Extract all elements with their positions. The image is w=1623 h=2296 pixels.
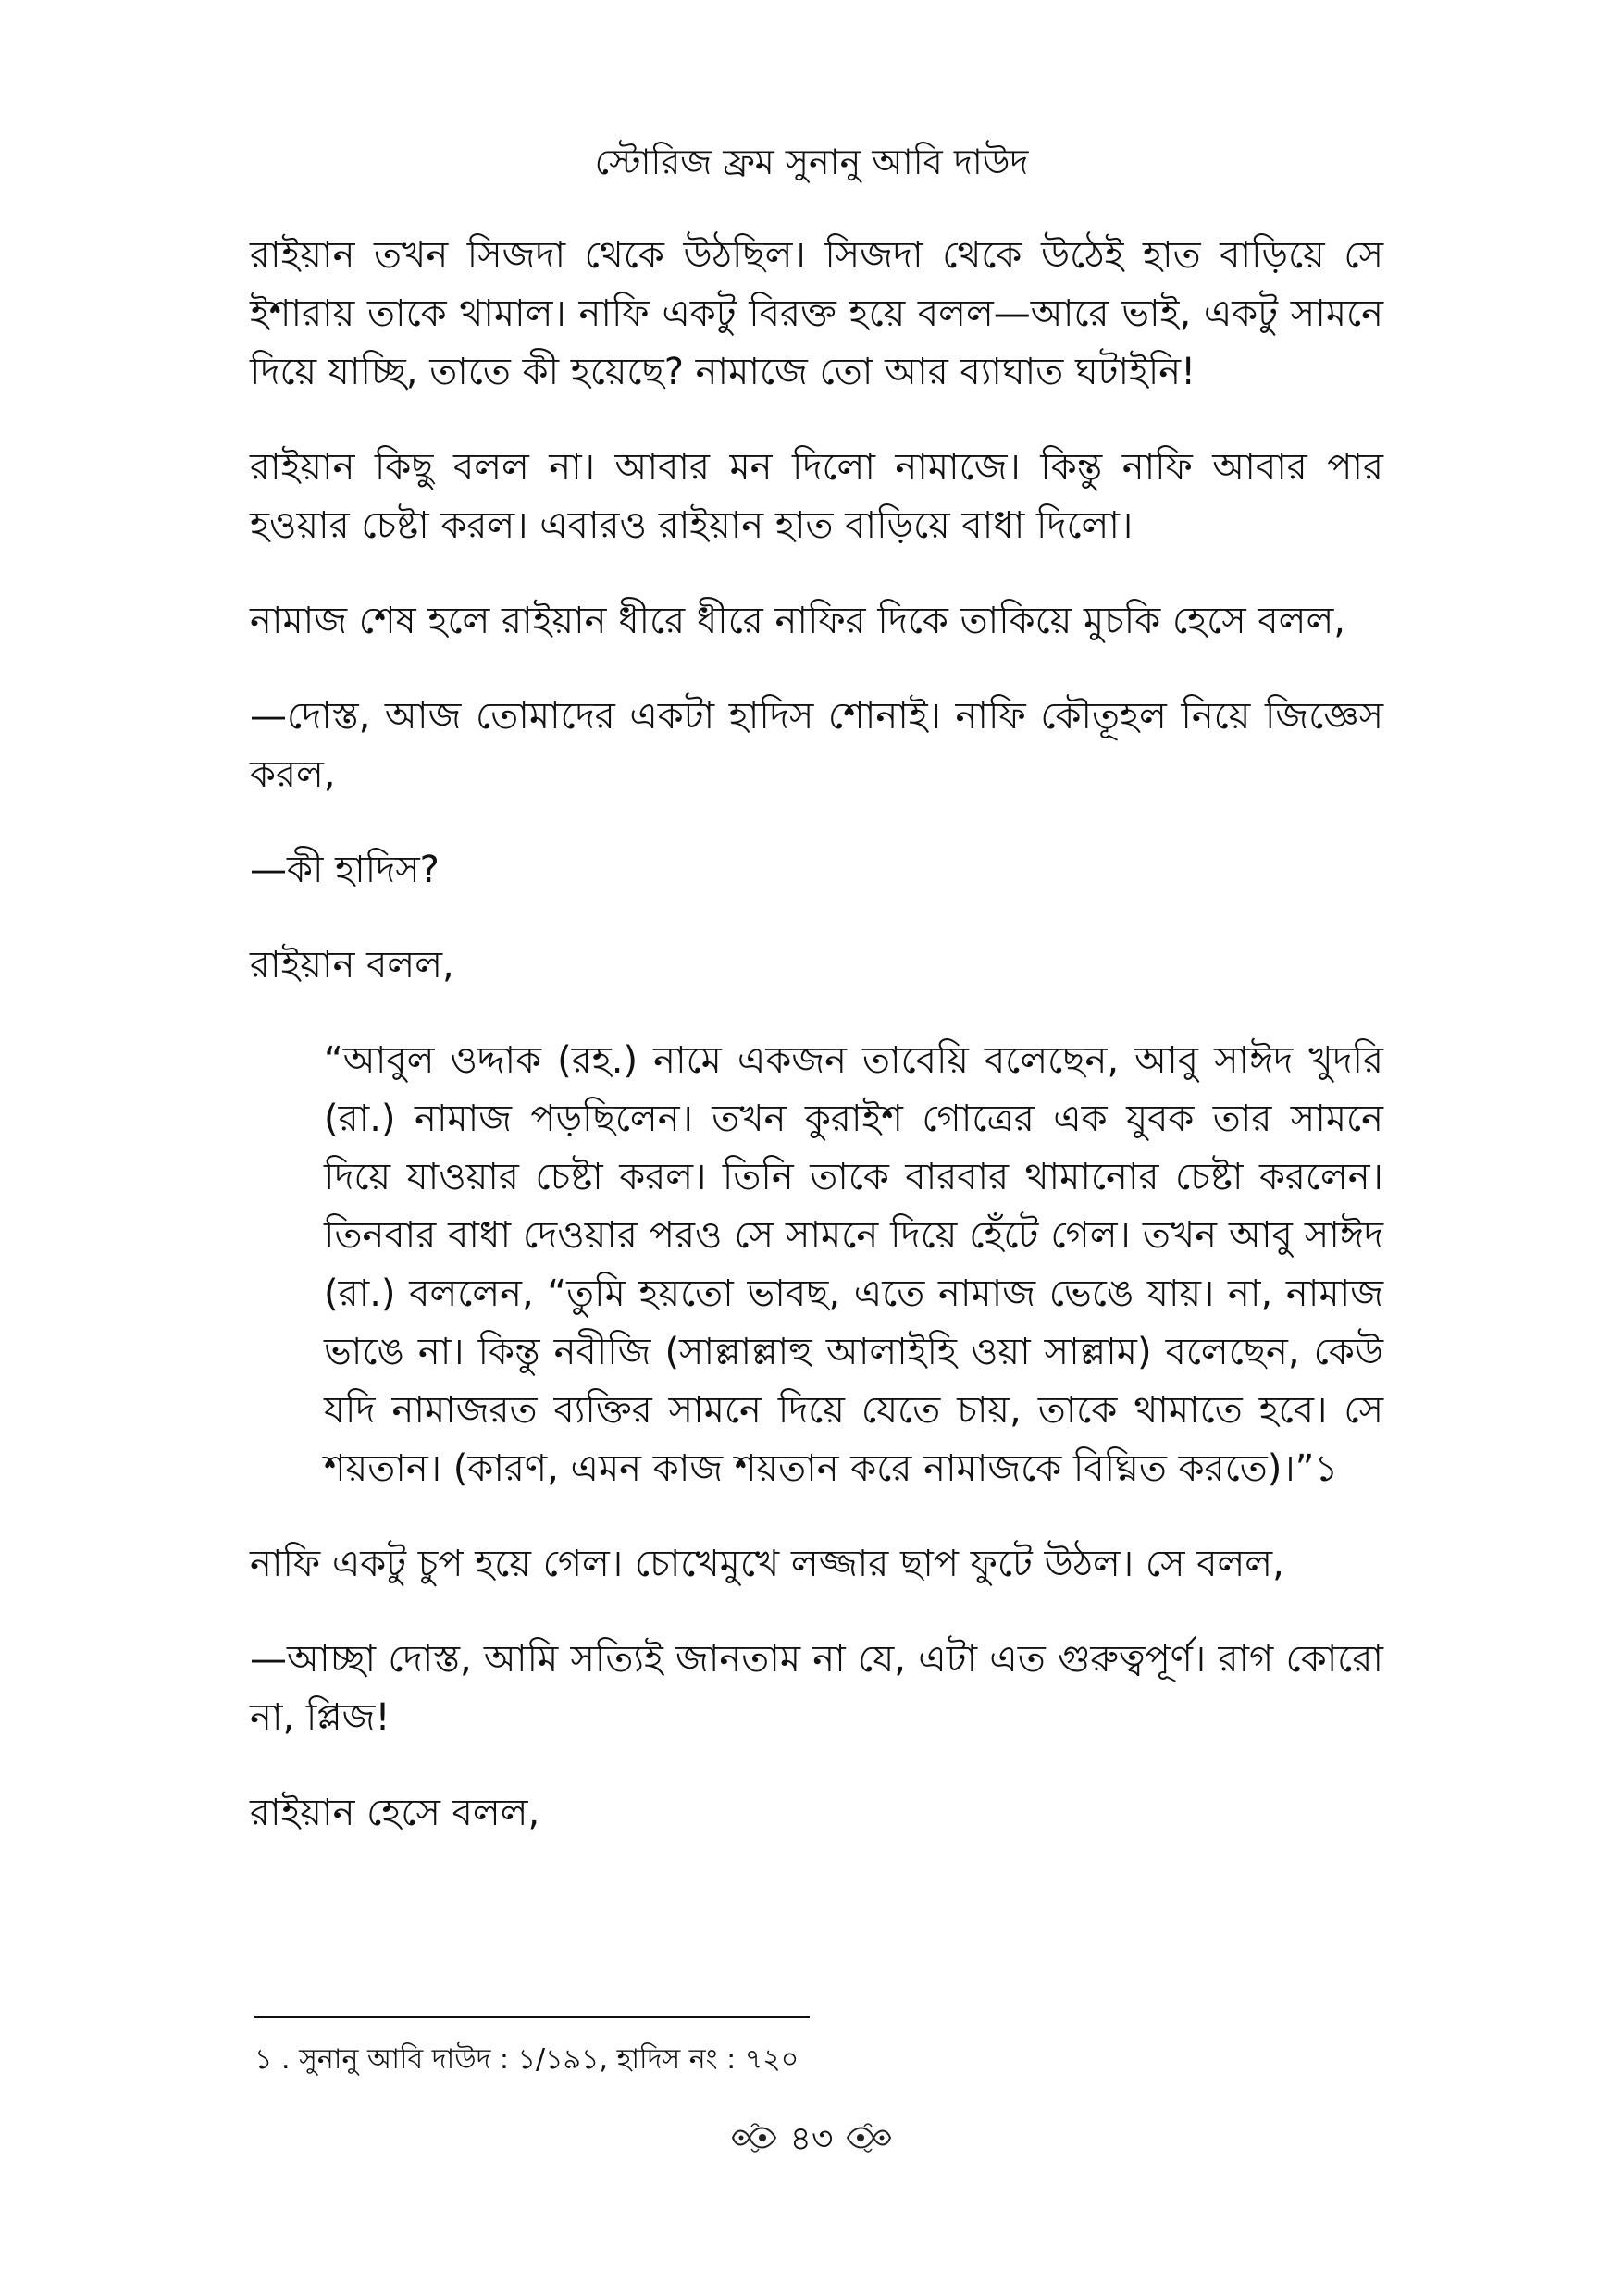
paragraph-7: নাফি একটু চুপ হয়ে গেল। চোখেমুখে লজ্জার ছাপ ফুটে উঠল। সে বলল, xyxy=(250,1543,1284,1585)
paragraph-2: রাইয়ান কিছু বলল না। আবার মন দিলো নামাজে। কিন্তু নাফি আবার পার হওয়ার চেষ্টা করল। এবারও রাইয়ান হাত বাড়িয়ে বাধা দিলো। xyxy=(250,446,1383,547)
paragraph-6: রাইয়ান বলল, xyxy=(250,944,454,987)
paragraph-5: —কী হাদিস? xyxy=(250,849,440,891)
page-folio xyxy=(0,2119,1623,2160)
page-number: ৪৩ xyxy=(789,2120,834,2158)
paragraph-8: —আচ্ছা দোস্ত, আমি সত্যিই জানতাম না যে, এটা এত গুরুত্বপূর্ণ। রাগ কোরো না, প্লিজ! xyxy=(250,1638,1383,1739)
floral-ornament-icon xyxy=(846,2119,892,2160)
footnote-divider xyxy=(254,2016,810,2018)
footnote: ১ . সুনানু আবি দাউদ : ১/১৯১, হাদিস নং : ৭২০ xyxy=(254,2043,799,2076)
floral-ornament-icon xyxy=(731,2119,777,2160)
paragraph-4: —দোস্ত, আজ তোমাদের একটা হাদিস শোনাই। নাফি কৌতূহল নিয়ে জিজ্ঞেস করল, xyxy=(250,695,1383,796)
paragraph-9: রাইয়ান হেসে বলল, xyxy=(250,1792,540,1834)
running-title: স্টোরিজ ফ্রম সুনানু আবি দাউদ xyxy=(594,142,1029,182)
paragraph-3: নামাজ শেষ হলে রাইয়ান ধীরে ধীরে নাফির দিকে তাকিয়ে মুচকি হেসে বলল, xyxy=(250,600,1345,642)
folio-box xyxy=(731,2119,893,2160)
paragraph-1: রাইয়ান তখন সিজদা থেকে উঠছিল। সিজদা থেকে উঠেই হাত বাড়িয়ে সে ইশারায় তাকে থামাল। নাফি একটু বিরক্ত হয়ে বলল—আরে ভাই, একটু সামনে দিয়ে যাচ্ছি, তাতে কী হয়েছে? নামাজে তো আর ব্যাঘাত ঘটাইনি! xyxy=(250,234,1383,393)
body-text xyxy=(250,227,1383,1880)
hadith-quote: “আবুল ওদ্দাক (রহ.) নামে একজন তাবেয়ি বলেছেন, আবু সাঈদ খুদরি (রা.) নামাজ পড়ছিলেন। তখন কুরাইশ গোত্রের এক যুবক তার সামনে দিয়ে যাওয়ার চেষ্টা করল। তিনি তাকে বারবার থামানোর চেষ্টা করলেন। তিনবার বাধা দেওয়ার পরও সে সামনে দিয়ে হেঁটে গেল। তখন আবু সাঈদ (রা.) বললেন, “তুমি হয়তো ভাবছ, এতে নামাজ ভেঙে যায়। না, নামাজ ভাঙে না। কিন্তু নবীজি (সাল্লাল্লাহু আলাইহি ওয়া সাল্লাম) বলেছেন, কেউ যদি নামাজরত ব্যক্তির সামনে দিয়ে যেতে চায়, তাকে থামাতে হবে। সে শয়তান। (কারণ, এমন কাজ শয়তান করে নামাজকে বিঘ্নিত করতে)।”১ xyxy=(324,1039,1383,1490)
